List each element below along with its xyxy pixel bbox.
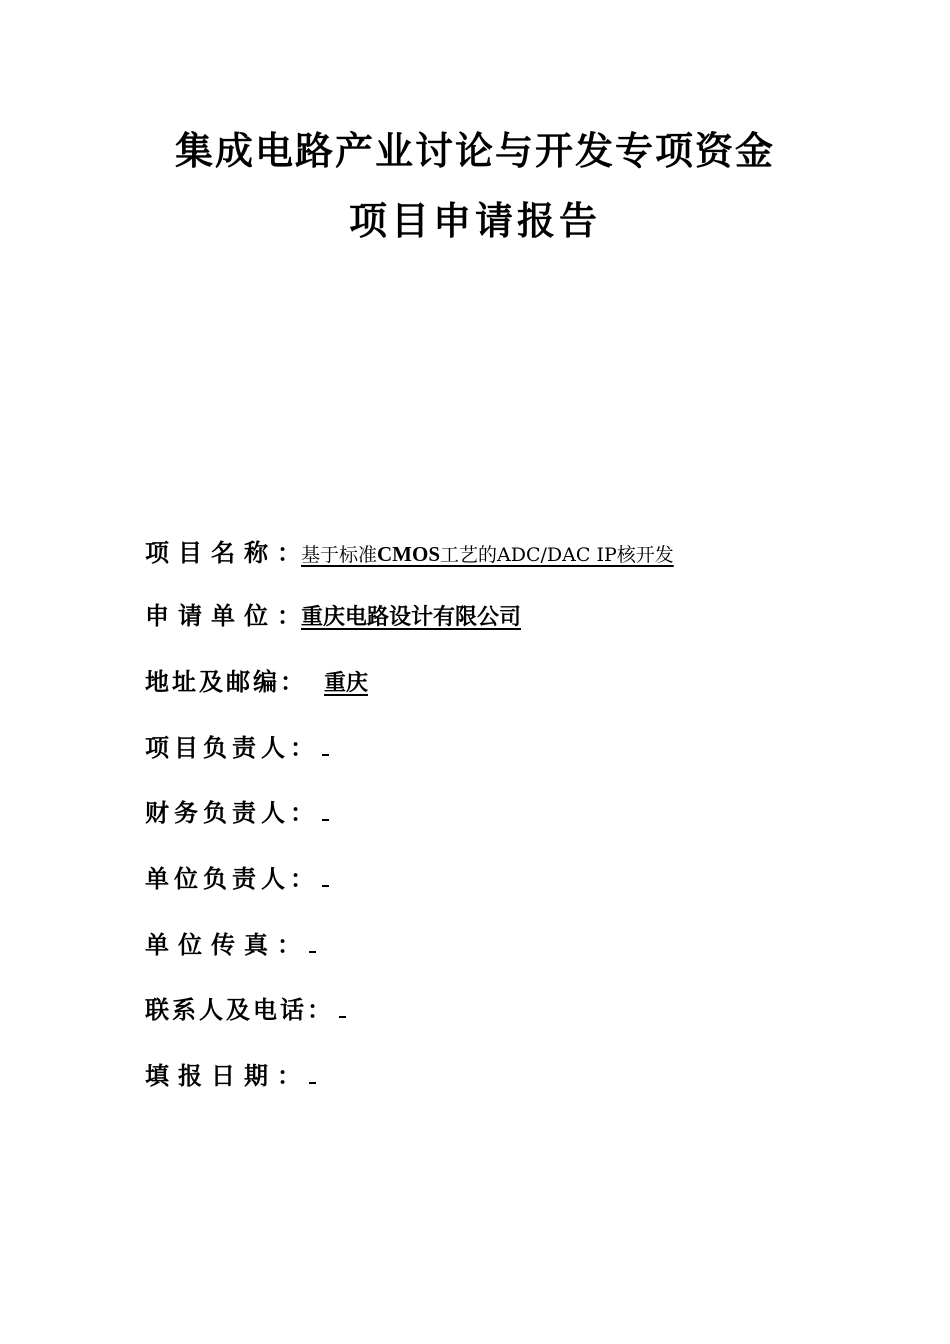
unit-leader-label: 单位负责人	[145, 864, 290, 893]
unit-leader-blank	[322, 867, 329, 887]
applicant-value: 重庆电路设计有限公司	[301, 604, 522, 630]
finance-leader-blank	[322, 801, 329, 821]
address-colon: ：	[280, 667, 304, 696]
document-title-line-2: 项目申请报告	[348, 198, 601, 243]
field-finance-leader	[145, 793, 329, 828]
contact-label: 联系人及电话	[145, 995, 307, 1024]
project-leader-blank	[322, 736, 329, 756]
field-fax	[145, 925, 316, 960]
project-name-value	[301, 540, 684, 567]
project-leader-label: 项目负责人	[145, 733, 290, 762]
contact-blank	[339, 998, 346, 1018]
date-blank	[309, 1064, 316, 1084]
field-address	[145, 662, 368, 697]
applicant-colon: ：	[277, 601, 301, 630]
contact-colon: ：	[307, 995, 331, 1024]
address-label: 地址及邮编	[145, 667, 280, 696]
field-unit-leader	[145, 859, 329, 894]
date-colon: ：	[277, 1061, 301, 1090]
project-name-value-part3: 工艺的ADC/DAC IP核开发	[440, 544, 674, 566]
field-date	[145, 1056, 316, 1091]
project-leader-colon: ：	[290, 733, 314, 762]
finance-leader-colon: ：	[290, 798, 314, 827]
project-name-colon: ：	[277, 538, 301, 567]
project-name-label: 项目名称	[145, 538, 277, 567]
applicant-label: 申请单位	[145, 601, 277, 630]
unit-leader-colon: ：	[290, 864, 314, 893]
fax-label: 单位传真	[145, 930, 277, 959]
document-title-line-1: 集成电路产业讨论与开发专项资金	[174, 128, 775, 173]
date-label: 填报日期	[145, 1061, 277, 1090]
field-applicant	[145, 596, 551, 631]
field-project-name	[145, 533, 684, 568]
fax-colon: ：	[277, 930, 301, 959]
field-contact	[145, 990, 346, 1025]
address-value: 重庆	[324, 670, 369, 696]
project-name-value-part1: 基于标准	[301, 544, 378, 566]
field-project-leader	[145, 728, 329, 763]
finance-leader-label: 财务负责人	[145, 798, 290, 827]
fax-blank	[309, 933, 316, 953]
project-name-value-part2: CMOS	[377, 542, 441, 566]
